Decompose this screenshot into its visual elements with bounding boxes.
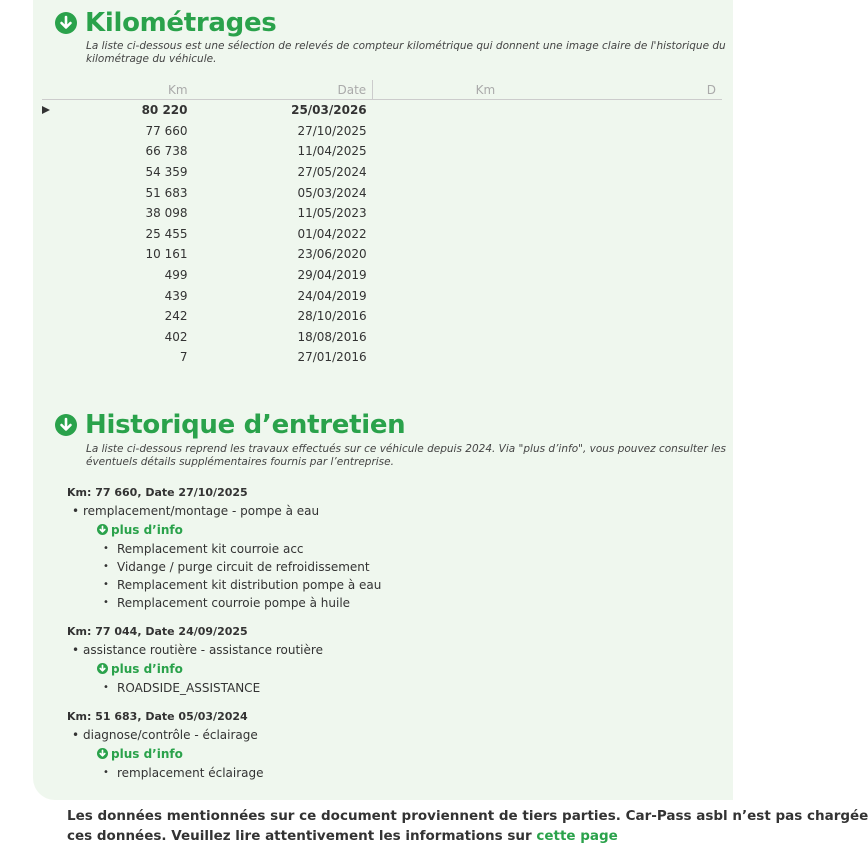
table-row	[42, 285, 722, 306]
cell-km: 66 738	[145, 144, 188, 159]
cell-km: 402	[164, 329, 188, 344]
footer-line-2: ces données. Veuillez lire attentivement les informations sur	[67, 828, 537, 844]
maintenance-entry	[67, 485, 707, 612]
cell-km: 25 455	[145, 226, 188, 241]
table-header-row	[42, 80, 722, 100]
circle-arrow-down-icon	[97, 663, 108, 674]
list-item: • Remplacement kit courroie acc	[117, 540, 707, 558]
cell-km: 38 098	[145, 206, 188, 221]
cell-km: 499	[164, 268, 188, 283]
cell-date: 18/08/2016	[297, 329, 367, 344]
table-row	[42, 100, 722, 121]
table-row	[42, 182, 722, 203]
kilometrages-table-body	[42, 100, 722, 368]
table-row	[42, 347, 722, 368]
plus-info-toggle[interactable]	[97, 747, 707, 762]
list-item: • Vidange / purge circuit de refroidissement	[117, 558, 707, 576]
plus-info-label: plus d’info	[111, 747, 183, 761]
cell-date: 24/04/2019	[297, 288, 367, 303]
entretien-description: La liste ci-dessous reprend les travaux effectués sur ce véhicule depuis 2024. Via "plus d’info", vous pouvez consulter les éventuels détails supplémentaires fournis par l’entreprise.	[86, 443, 726, 468]
detail-list	[67, 540, 707, 612]
list-item: • remplacement éclairage	[117, 764, 707, 782]
table-row	[42, 203, 722, 224]
cell-km: 10 161	[145, 247, 188, 262]
circle-arrow-down-icon	[97, 748, 108, 759]
detail-list	[67, 764, 707, 782]
cell-km: 77 660	[145, 123, 188, 138]
plus-info-toggle[interactable]	[97, 523, 707, 538]
table-row	[42, 162, 722, 183]
footer-disclaimer	[67, 806, 868, 846]
column-header-date-2: D	[604, 80, 722, 100]
cell-date: 27/01/2016	[297, 350, 367, 365]
table-row	[42, 306, 722, 327]
column-header-km-2: Km	[373, 80, 604, 100]
cell-date: 28/10/2016	[297, 309, 367, 324]
kilometrages-title-text: Kilométrages	[85, 8, 277, 38]
list-item: • Remplacement kit distribution pompe à eau	[117, 576, 707, 594]
entry-work: • diagnose/contrôle - éclairage	[67, 728, 707, 743]
cell-date: 25/03/2026	[291, 103, 367, 118]
cell-date: 01/04/2022	[297, 226, 367, 241]
kilometrages-table	[42, 80, 722, 368]
footer-link[interactable]: cette page	[536, 828, 618, 844]
triangle-right-icon	[42, 106, 50, 114]
maintenance-entries	[67, 485, 707, 794]
entretien-title	[55, 410, 405, 440]
kilometrages-title	[55, 8, 276, 38]
column-header-km: Km	[56, 80, 194, 100]
cell-km: 54 359	[145, 165, 188, 180]
table-row	[42, 121, 722, 142]
maintenance-entry	[67, 709, 707, 782]
plus-info-label: plus d’info	[111, 523, 183, 537]
footer-line-1: Les données mentionnées sur ce document proviennent de tiers parties. Car-Pass asbl n’est pas chargée	[67, 808, 868, 824]
cell-km: 242	[164, 309, 188, 324]
maintenance-entry	[67, 624, 707, 697]
detail-list	[67, 679, 707, 697]
entry-header: Km: 51 683, Date 05/03/2024	[67, 710, 248, 723]
cell-date: 11/05/2023	[297, 206, 367, 221]
cell-date: 23/06/2020	[297, 247, 367, 262]
list-item: • Remplacement courroie pompe à huile	[117, 594, 707, 612]
table-row	[42, 327, 722, 348]
table-row	[42, 244, 722, 265]
circle-arrow-down-icon	[55, 414, 77, 436]
cell-date: 27/05/2024	[297, 165, 367, 180]
circle-arrow-down-icon	[97, 524, 108, 535]
cell-date: 05/03/2024	[297, 185, 367, 200]
kilometrages-description: La liste ci-dessous est une sélection de relevés de compteur kilométrique qui donnent une image claire de l'historique du kilométrage du véhicule.	[86, 40, 726, 65]
cell-km: 439	[164, 288, 188, 303]
table-row	[42, 224, 722, 245]
entry-work: • assistance routière - assistance routière	[67, 643, 707, 658]
cell-km: 51 683	[145, 185, 188, 200]
cell-date: 11/04/2025	[297, 144, 367, 159]
cell-date: 27/10/2025	[297, 123, 367, 138]
cell-date: 29/04/2019	[297, 268, 367, 283]
entretien-title-text: Historique d’entretien	[85, 410, 406, 440]
list-item: • ROADSIDE_ASSISTANCE	[117, 679, 707, 697]
cell-km: 80 220	[141, 103, 188, 118]
column-header-date: Date	[194, 80, 373, 100]
table-row	[42, 265, 722, 286]
circle-arrow-down-icon	[55, 12, 77, 34]
table-row	[42, 141, 722, 162]
plus-info-toggle[interactable]	[97, 662, 707, 677]
cell-km: 7	[179, 350, 188, 365]
plus-info-label: plus d’info	[111, 662, 183, 676]
entry-header: Km: 77 660, Date 27/10/2025	[67, 486, 248, 499]
entry-header: Km: 77 044, Date 24/09/2025	[67, 625, 248, 638]
entry-work: • remplacement/montage - pompe à eau	[67, 504, 707, 519]
